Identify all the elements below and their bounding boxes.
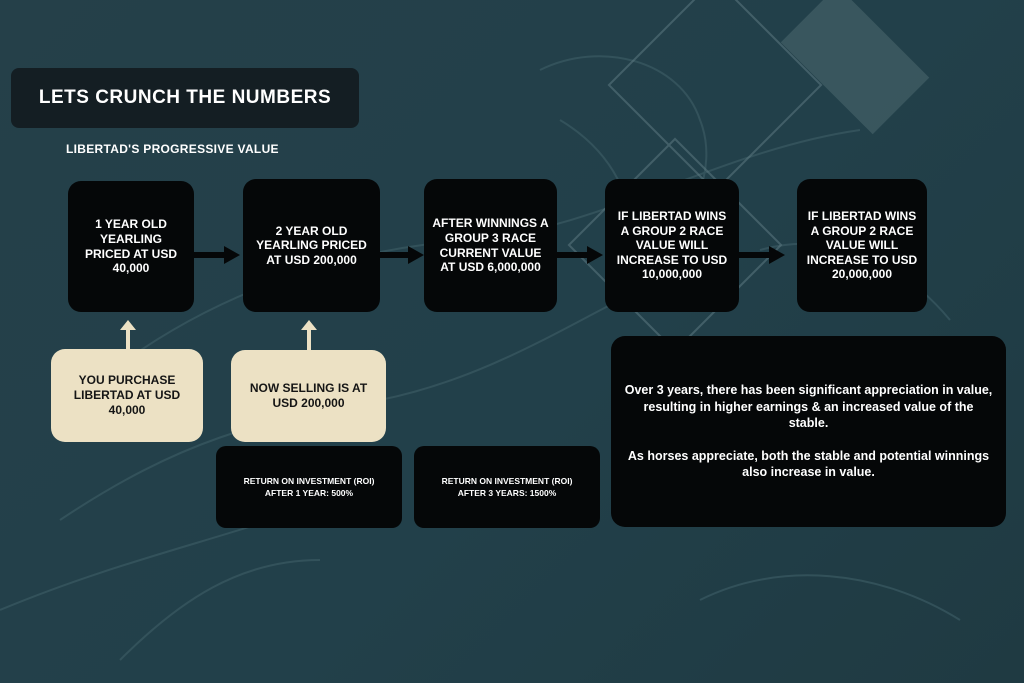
roi-text-1-year: RETURN ON INVESTMENT (ROI) AFTER 1 YEAR: 500% xyxy=(243,475,375,498)
purchase-callout-text: YOU PURCHASE LIBERTAD AT USD 40,000 xyxy=(73,373,181,417)
arrow-right-icon xyxy=(557,246,603,264)
roi-text-3-years: RETURN ON INVESTMENT (ROI) AFTER 3 YEARS: 1500% xyxy=(441,475,573,498)
selling-callout-text: NOW SELLING IS AT USD 200,000 xyxy=(249,381,368,410)
arrow-right-icon xyxy=(194,246,240,264)
step-text-3: AFTER WINNINGS A GROUP 3 RACE CURRENT VALUE AT USD 6,000,000 xyxy=(432,216,549,275)
arrow-right-icon xyxy=(739,246,785,264)
step-text-2: 2 YEAR OLD YEARLING PRICED AT USD 200,000 xyxy=(256,223,367,267)
page-title: LETS CRUNCH THE NUMBERS xyxy=(38,87,332,108)
selling-callout xyxy=(231,350,386,442)
arrow-up-icon xyxy=(120,320,136,350)
step-box-1 xyxy=(68,181,194,312)
step-box-2 xyxy=(243,179,380,312)
arrow-right-icon xyxy=(378,246,424,264)
step-box-3 xyxy=(424,179,557,312)
step-text-1: 1 YEAR OLD YEARLING PRICED AT USD 40,000 xyxy=(84,217,177,276)
summary-box xyxy=(611,336,1006,527)
summary-paragraph-1: Over 3 years, there has been significant appreciation in value, resulting in higher earnings & an increased value of the stable. xyxy=(624,383,993,431)
subtitle: LIBERTAD'S PROGRESSIVE VALUE xyxy=(66,142,279,156)
step-text-5: IF LIBERTAD WINS A GROUP 2 RACE VALUE WILL INCREASE TO USD 20,000,000 xyxy=(806,208,918,282)
roi-box-1-year xyxy=(216,446,402,528)
summary-paragraph-2: As horses appreciate, both the stable and potential winnings also increase in value. xyxy=(627,448,990,480)
arrow-up-icon xyxy=(301,320,317,350)
title-banner xyxy=(11,68,359,128)
purchase-callout xyxy=(51,349,203,442)
roi-box-3-years xyxy=(414,446,600,528)
step-box-4 xyxy=(605,179,739,312)
step-text-4: IF LIBERTAD WINS A GROUP 2 RACE VALUE WILL INCREASE TO USD 10,000,000 xyxy=(616,208,728,282)
step-box-5 xyxy=(797,179,927,312)
